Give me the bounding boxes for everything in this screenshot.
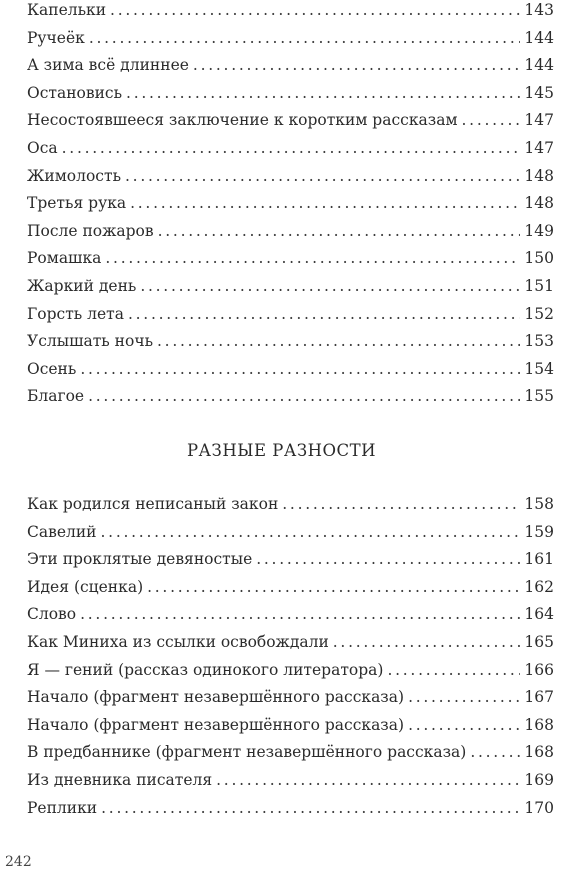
toc-list-section-1 (27, 0, 554, 411)
toc-entry-page: 154 (524, 359, 554, 378)
toc-entry-title: Благое (27, 387, 85, 406)
toc-entry (27, 712, 554, 740)
toc-entry-title: Идея (сценка) (27, 577, 144, 596)
toc-entry (27, 491, 554, 519)
toc-entry (27, 25, 554, 53)
toc-entry-title: Ромашка (27, 249, 102, 268)
toc-entry-page: 150 (524, 249, 554, 268)
toc-entry-page: 164 (524, 605, 554, 624)
toc-entry-page: 152 (524, 304, 554, 323)
toc-entry (27, 245, 554, 273)
toc-entry-title: Начало (фрагмент незавершённого рассказа) (27, 688, 405, 707)
toc-entry-page: 159 (524, 522, 554, 541)
toc-entry-page: 166 (524, 660, 554, 679)
toc-entry (27, 684, 554, 712)
toc-leader-dots (110, 0, 520, 25)
toc-leader-dots (62, 135, 521, 163)
toc-entry-title: Я — гений (рассказ одинокого литератора) (27, 660, 384, 679)
toc-leader-dots (157, 328, 520, 356)
toc-entry-page: 149 (524, 221, 554, 240)
toc-leader-dots (408, 684, 520, 712)
toc-leader-dots (158, 218, 521, 246)
toc-entry-page: 151 (524, 276, 554, 295)
toc-entry (27, 795, 554, 823)
toc-entry-page: 147 (524, 138, 554, 157)
toc-entry (27, 190, 554, 218)
toc-entry-title: Жимолость (27, 166, 122, 185)
toc-entry-title: После пожаров (27, 221, 154, 240)
toc-entry-page: 147 (524, 111, 554, 130)
toc-entry (27, 629, 554, 657)
toc-entry-page: 168 (524, 715, 554, 734)
toc-entry-title: Ручеёк (27, 28, 85, 47)
toc-entry-page: 165 (524, 632, 554, 651)
toc-entry (27, 601, 554, 629)
toc-entry-page: 144 (524, 56, 554, 75)
toc-entry (27, 328, 554, 356)
toc-leader-dots (256, 546, 520, 574)
toc-entry-page: 153 (524, 332, 554, 351)
toc-entry-page: 155 (524, 387, 554, 406)
toc-entry (27, 218, 554, 246)
toc-entry-title: В предбаннике (фрагмент незавершённого рассказа) (27, 743, 467, 762)
toc-leader-dots (101, 519, 521, 547)
toc-entry-page: 161 (524, 550, 554, 569)
toc-entry (27, 546, 554, 574)
toc-entry (27, 519, 554, 547)
toc-leader-dots (470, 739, 520, 767)
toc-entry-title: Третья рука (27, 194, 127, 213)
toc-leader-dots (147, 574, 520, 602)
toc-entry-title: Несостоявшееся заключение к коротким рассказам (27, 111, 458, 130)
toc-entry-title: Услышать ночь (27, 332, 154, 351)
toc-entry-page: 167 (524, 688, 554, 707)
toc-leader-dots (105, 245, 520, 273)
toc-entry-title: Реплики (27, 798, 98, 817)
toc-leader-dots (387, 657, 520, 685)
toc-entry-title: Горсть лета (27, 304, 124, 323)
toc-leader-dots (193, 52, 520, 80)
toc-entry (27, 301, 554, 329)
toc-list-section-2 (27, 491, 554, 822)
toc-entry (27, 383, 554, 411)
toc-entry (27, 135, 554, 163)
toc-leader-dots (80, 356, 520, 384)
toc-entry-page: 162 (524, 577, 554, 596)
toc-leader-dots (80, 601, 520, 629)
toc-entry-page: 168 (524, 743, 554, 762)
section-heading: РАЗНЫЕ РАЗНОСТИ (186, 441, 377, 460)
toc-entry-title: Начало (фрагмент незавершённого рассказа) (27, 715, 405, 734)
toc-leader-dots (140, 273, 520, 301)
toc-leader-dots (333, 629, 521, 657)
toc-entry (27, 107, 554, 135)
toc-leader-dots (101, 795, 520, 823)
toc-entry-title: Жаркий день (27, 276, 137, 295)
toc-entry-page: 144 (524, 28, 554, 47)
page-number: 242 (5, 854, 32, 870)
toc-entry-title: Осень (27, 359, 77, 378)
toc-entry-page: 170 (524, 798, 554, 817)
toc-entry (27, 163, 554, 191)
toc-leader-dots (125, 163, 520, 191)
toc-leader-dots (130, 190, 520, 218)
toc-entry (27, 52, 554, 80)
toc-entry-title: Капельки (27, 1, 107, 19)
toc-entry-title: Как Миниха из ссылки освобождали (27, 632, 329, 651)
toc-leader-dots (282, 491, 520, 519)
toc-entry (27, 273, 554, 301)
toc-leader-dots (88, 383, 520, 411)
toc-leader-dots (216, 767, 520, 795)
toc-entry (27, 574, 554, 602)
toc-entry-page: 158 (524, 495, 554, 513)
toc-entry-title: Слово (27, 605, 77, 624)
toc-entry-page: 143 (524, 1, 554, 19)
toc-entry (27, 657, 554, 685)
toc-entry-title: Эти проклятые девяностые (27, 550, 253, 569)
toc-leader-dots (89, 25, 521, 53)
toc-entry-page: 148 (524, 166, 554, 185)
toc-entry-title: Из дневника писателя (27, 770, 213, 789)
toc-entry (27, 767, 554, 795)
toc-leader-dots (126, 80, 520, 108)
toc-entry-page: 145 (524, 83, 554, 102)
toc-entry-title: Остановись (27, 83, 123, 102)
toc-leader-dots (128, 301, 520, 329)
toc-entry-title: Оса (27, 138, 58, 157)
toc-entry (27, 356, 554, 384)
toc-entry-page: 148 (524, 194, 554, 213)
toc-entry-title: Как родился неписаный закон (27, 495, 279, 513)
toc-entry (27, 80, 554, 108)
toc-entry-title: А зима всё длиннее (27, 56, 189, 75)
toc-leader-dots (408, 712, 520, 740)
toc-entry (27, 0, 554, 25)
toc-leader-dots (462, 107, 521, 135)
toc-entry-page: 169 (524, 770, 554, 789)
toc-entry (27, 739, 554, 767)
toc-entry-title: Савелий (27, 522, 97, 541)
